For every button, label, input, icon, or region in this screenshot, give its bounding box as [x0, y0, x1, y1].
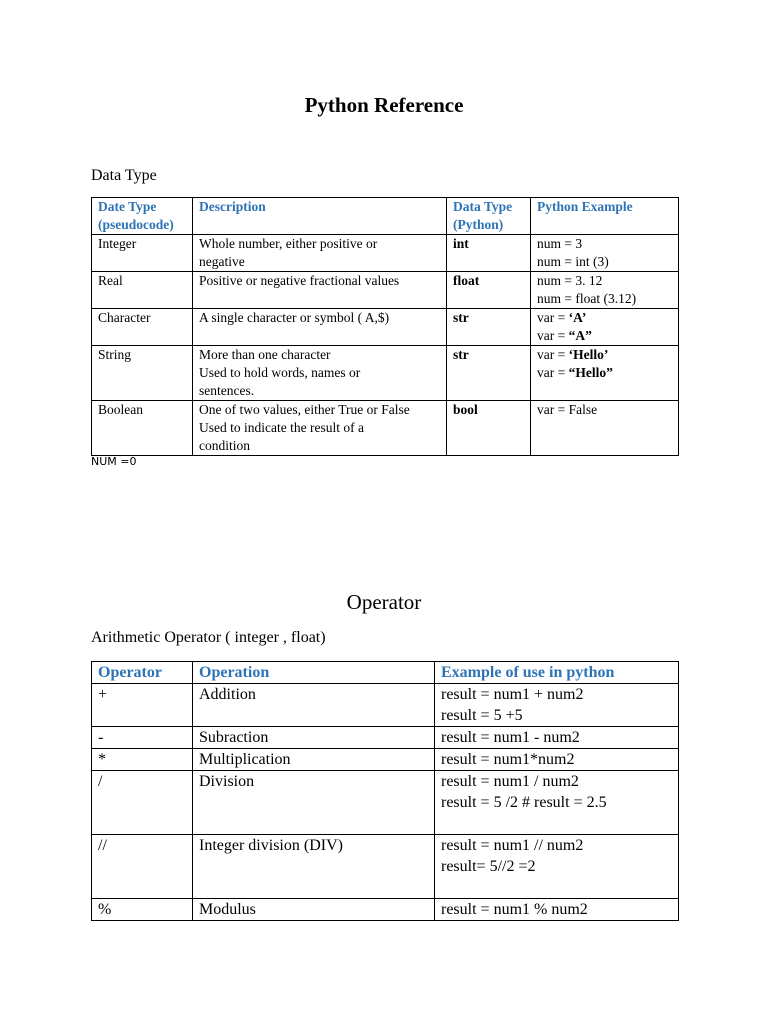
- example-line: result = 5 +5: [441, 707, 523, 724]
- example-cell: [435, 899, 679, 921]
- example-line: [537, 235, 678, 253]
- python-example-cell: [531, 309, 679, 346]
- pseudocode-type-cell: String: [92, 346, 193, 401]
- example-line: result = num1 + num2: [441, 686, 584, 703]
- pseudocode-type-cell: Integer: [92, 235, 193, 272]
- header-description: Description: [193, 198, 447, 235]
- operation-cell: Addition: [193, 684, 435, 727]
- example-line: result = num1*num2: [441, 751, 575, 768]
- example-line: result = num1 / num2: [441, 773, 579, 790]
- python-type-cell: str: [447, 309, 531, 346]
- header-operator: Operator: [92, 662, 193, 684]
- example-text: var =: [537, 347, 569, 362]
- data-type-header-row: [92, 198, 679, 235]
- description-cell: [193, 272, 447, 309]
- python-type-cell: bool: [447, 401, 531, 456]
- example-literal: ‘A’: [568, 310, 587, 325]
- description-line: negative: [199, 254, 245, 269]
- python-type-cell: int: [447, 235, 531, 272]
- table-row: [92, 272, 679, 309]
- example-line: [537, 309, 678, 327]
- description-line: Whole number, either positive or: [199, 236, 378, 251]
- operator-cell: +: [92, 684, 193, 727]
- pseudocode-type-cell: Real: [92, 272, 193, 309]
- header-text: Data Type: [453, 199, 513, 214]
- example-line: result = 5 /2 # result = 2.5: [441, 794, 607, 811]
- operation-cell: Multiplication: [193, 749, 435, 771]
- example-line: [537, 364, 678, 382]
- description-line: More than one character: [199, 347, 331, 362]
- header-operation: Operation: [193, 662, 435, 684]
- description-line: sentences.: [199, 383, 255, 398]
- blank-line: [441, 877, 678, 898]
- table-row: [92, 749, 679, 771]
- num-note: NUM =0: [91, 455, 137, 468]
- operator-header-row: [92, 662, 679, 684]
- page-title: Python Reference: [304, 93, 464, 117]
- python-type-cell: str: [447, 346, 531, 401]
- operator-cell: //: [92, 835, 193, 899]
- header-python-type: [447, 198, 531, 235]
- description-line: Used to hold words, names or: [199, 365, 361, 380]
- example-text: num = int (3): [537, 254, 609, 269]
- operator-heading: Operator: [346, 590, 422, 614]
- operator-cell: %: [92, 899, 193, 921]
- example-line: [537, 327, 678, 345]
- example-line: [537, 290, 678, 308]
- operation-cell: Modulus: [193, 899, 435, 921]
- example-cell: [435, 684, 679, 727]
- example-line: result = num1 - num2: [441, 729, 580, 746]
- example-line: [537, 346, 678, 364]
- example-cell: [435, 727, 679, 749]
- table-row: [92, 309, 679, 346]
- example-cell: [435, 771, 679, 835]
- operation-cell: Subraction: [193, 727, 435, 749]
- table-row: [92, 235, 679, 272]
- data-type-table: [91, 197, 679, 456]
- data-type-heading: Data Type: [91, 167, 157, 184]
- description-cell: [193, 235, 447, 272]
- example-literal: ‘Hello’: [568, 347, 609, 362]
- example-text: var = False: [537, 402, 598, 417]
- table-row: [92, 684, 679, 727]
- table-row: [92, 346, 679, 401]
- python-example-cell: [531, 272, 679, 309]
- header-text: (pseudocode): [98, 217, 174, 232]
- arithmetic-operator-heading: Arithmetic Operator ( integer , float): [91, 629, 326, 646]
- example-line: result = num1 // num2: [441, 837, 584, 854]
- table-row: [92, 771, 679, 835]
- description-cell: [193, 309, 447, 346]
- description-line: condition: [199, 438, 250, 453]
- description-cell: [193, 346, 447, 401]
- table-row: [92, 401, 679, 456]
- description-cell: [193, 401, 447, 456]
- example-line: [537, 401, 678, 419]
- example-text: var =: [537, 310, 569, 325]
- example-line: result= 5//2 =2: [441, 858, 536, 875]
- pseudocode-type-cell: Character: [92, 309, 193, 346]
- example-text: num = 3: [537, 236, 583, 251]
- example-text: var =: [537, 328, 569, 343]
- example-line: [537, 253, 678, 271]
- operator-cell: /: [92, 771, 193, 835]
- python-type-cell: float: [447, 272, 531, 309]
- header-pseudocode-type: [92, 198, 193, 235]
- header-python-example: Python Example: [531, 198, 679, 235]
- example-literal: “Hello”: [568, 365, 613, 380]
- table-row: [92, 835, 679, 899]
- description-line: Used to indicate the result of a: [199, 420, 364, 435]
- example-text: num = 3. 12: [537, 273, 603, 288]
- operator-cell: -: [92, 727, 193, 749]
- description-line: One of two values, either True or False: [199, 402, 410, 417]
- header-text: Date Type: [98, 199, 157, 214]
- description-line: A single character or symbol ( A,$): [199, 310, 390, 325]
- description-line: Positive or negative fractional values: [199, 273, 400, 288]
- example-text: var =: [537, 365, 569, 380]
- operator-table: [91, 661, 679, 921]
- operation-cell: Integer division (DIV): [193, 835, 435, 899]
- operator-cell: *: [92, 749, 193, 771]
- example-cell: [435, 749, 679, 771]
- example-literal: “A”: [568, 328, 592, 343]
- python-example-cell: [531, 401, 679, 456]
- example-text: num = float (3.12): [537, 291, 637, 306]
- example-line: [537, 272, 678, 290]
- example-cell: [435, 835, 679, 899]
- operation-cell: Division: [193, 771, 435, 835]
- python-example-cell: [531, 235, 679, 272]
- header-text: (Python): [453, 217, 504, 232]
- pseudocode-type-cell: Boolean: [92, 401, 193, 456]
- example-line: result = num1 % num2: [441, 901, 588, 918]
- header-example: Example of use in python: [435, 662, 679, 684]
- python-example-cell: [531, 346, 679, 401]
- blank-line: [441, 813, 678, 834]
- table-row: [92, 727, 679, 749]
- table-row: [92, 899, 679, 921]
